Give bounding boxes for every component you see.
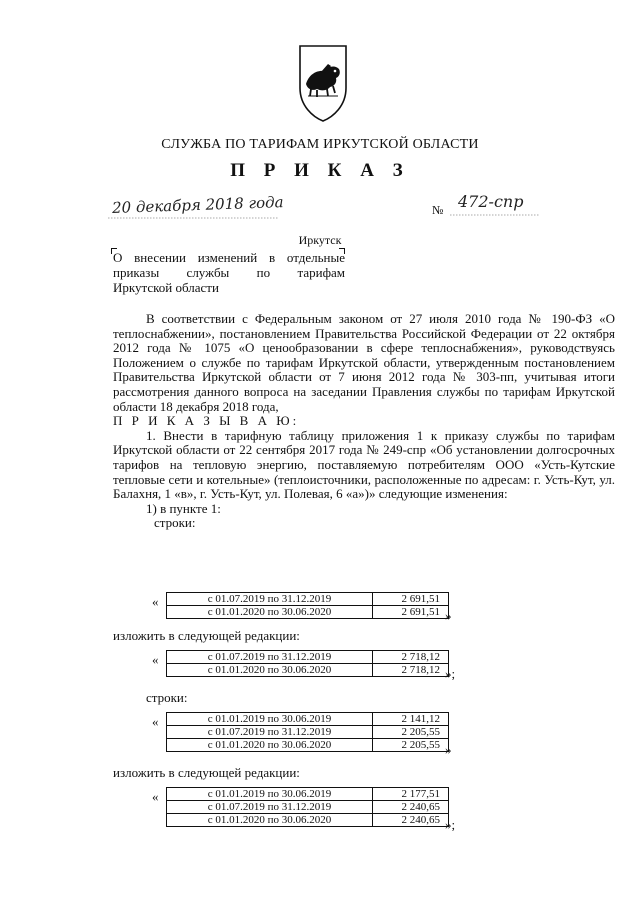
table-row xyxy=(167,726,449,739)
value-cell: 2 205,55 xyxy=(373,726,449,739)
table-row xyxy=(167,606,449,619)
title-line-3: Иркутской области xyxy=(113,280,219,295)
replace-label-2: изложить в следующей редакции: xyxy=(113,765,300,780)
table-row xyxy=(167,801,449,814)
quote-close-3: » xyxy=(445,742,452,757)
preamble-paragraph: В соответствии с Федеральным законом от 27 июля 2010 года № 190-ФЗ «О теплоснабжении», постановлением Правительства Российской Федерации от 22 октября 2012 года № 1075 «О ценообразовании в сфере теплоснабжения», руководствуясь Положением о службе по тарифам Иркутской области, утвержденным постановлением Правительства Иркутской области от 7 июня 2012 года № 303-пп, учитывая итоги рассмотрения данного вопроса на заседании Правления службы по тарифам Иркутской области 18 декабря 2018 года, xyxy=(113,311,615,414)
value-cell: 2 141,12 xyxy=(373,713,449,726)
table-row xyxy=(167,739,449,752)
table-row xyxy=(167,664,449,677)
value-cell: 2 718,12 xyxy=(373,664,449,677)
date-underline xyxy=(108,216,278,220)
tariff-table-4 xyxy=(166,787,449,827)
handwritten-number: 472-спр xyxy=(458,192,524,211)
quote-close-4: »; xyxy=(445,817,456,832)
period-cell: с 01.01.2020 по 30.06.2020 xyxy=(167,814,373,827)
value-cell: 2 240,65 xyxy=(373,814,449,827)
coat-of-arms-emblem xyxy=(297,44,349,122)
rows-label-2: строки: xyxy=(146,690,188,705)
quote-open-4: « xyxy=(152,789,159,804)
value-cell: 2 205,55 xyxy=(373,739,449,752)
title-line-2: приказы службы по тарифам xyxy=(113,265,345,280)
table-row xyxy=(167,713,449,726)
table-row xyxy=(167,788,449,801)
agency-name: СЛУЖБА ПО ТАРИФАМ ИРКУТСКОЙ ОБЛАСТИ xyxy=(161,137,479,152)
period-cell: с 01.01.2020 по 30.06.2020 xyxy=(167,606,373,619)
quote-close-1: » xyxy=(445,608,452,623)
period-cell: с 01.01.2019 по 30.06.2019 xyxy=(167,713,373,726)
period-cell: с 01.07.2019 по 31.12.2019 xyxy=(167,593,373,606)
value-cell: 2 691,51 xyxy=(373,593,449,606)
number-underline xyxy=(450,213,540,217)
value-cell: 2 177,51 xyxy=(373,788,449,801)
value-cell: 2 691,51 xyxy=(373,606,449,619)
body-text xyxy=(113,312,615,531)
value-cell: 2 240,65 xyxy=(373,801,449,814)
order-word: П Р И К А З Ы В А Ю: xyxy=(113,413,300,429)
period-cell: с 01.01.2019 по 30.06.2019 xyxy=(167,788,373,801)
tariff-table-1 xyxy=(166,592,449,619)
city: Иркутск xyxy=(298,233,342,247)
period-cell: с 01.07.2019 по 31.12.2019 xyxy=(167,801,373,814)
quote-open-1: « xyxy=(152,594,159,609)
document-title xyxy=(113,250,345,295)
replace-label-1: изложить в следующей редакции: xyxy=(113,628,300,643)
document-type: П Р И К А З xyxy=(230,160,410,181)
tariff-table-3 xyxy=(166,712,449,752)
quote-open-2: « xyxy=(152,652,159,667)
period-cell: с 01.07.2019 по 31.12.2019 xyxy=(167,651,373,664)
table-row xyxy=(167,814,449,827)
rows-label-1: строки: xyxy=(154,515,196,531)
subitem-1: 1) в пункте 1: xyxy=(146,500,221,516)
quote-open-3: « xyxy=(152,714,159,729)
period-cell: с 01.01.2020 по 30.06.2020 xyxy=(167,739,373,752)
period-cell: с 01.07.2019 по 31.12.2019 xyxy=(167,726,373,739)
title-line-1: О внесении изменений в отдельные xyxy=(113,250,345,265)
table-row xyxy=(167,651,449,664)
period-cell: с 01.01.2020 по 30.06.2020 xyxy=(167,664,373,677)
table-row xyxy=(167,593,449,606)
value-cell: 2 718,12 xyxy=(373,651,449,664)
quote-close-2: »; xyxy=(445,666,456,681)
number-label: № xyxy=(432,203,444,217)
tariff-table-2 xyxy=(166,650,449,677)
handwritten-date: 20 декабря 2018 года xyxy=(111,193,284,217)
item-1-paragraph: 1. Внести в тарифную таблицу приложения 1 к приказу службы по тарифам Иркутской области от 22 сентября 2017 года № 249-спр «Об установлении долгосрочных тарифов на тепловую энергию, поставляемую потребителям ООО «Усть-Кутские тепловые сети и котельные» (теплоисточники, расположенные по адресам: г. Усть-Кут, ул. Балахня, 1 «в», г. Усть-Кут, ул. Полевая, 6 «а»)» следующие изменения: xyxy=(113,427,615,502)
